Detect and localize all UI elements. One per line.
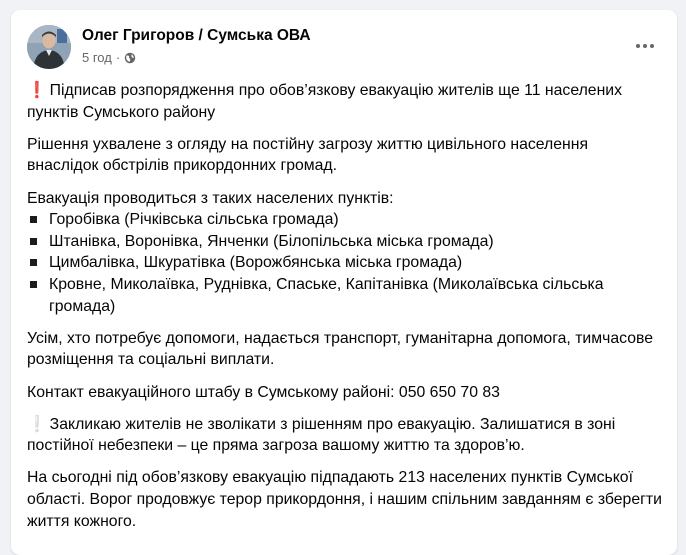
list-item: Горобівка (Річківська сільська громада) (27, 209, 663, 231)
list-intro: Евакуація проводиться з таких населених пунктів: (27, 189, 394, 207)
author-name[interactable]: Олег Григоров / Сумська ОВА (82, 27, 311, 44)
exclamation-mark-icon: ❗ (27, 82, 47, 99)
post-time[interactable]: 5 год (82, 50, 112, 65)
evacuation-list-block (27, 188, 663, 318)
list-item: Цимбалівка, Шкуратівка (Ворожбянська міська громада) (27, 252, 663, 274)
post-meta (82, 50, 136, 65)
post-text (27, 80, 663, 543)
square-bullet-icon (30, 216, 37, 223)
globe-icon[interactable] (124, 52, 136, 64)
square-bullet-icon (30, 238, 37, 245)
post-card (11, 10, 677, 555)
white-exclamation-icon: ❕ (27, 415, 47, 433)
list-item: Штанівка, Воронівка, Янченки (Білопільська міська громада) (27, 231, 663, 253)
square-bullet-icon (30, 259, 37, 266)
author-avatar[interactable] (27, 25, 71, 69)
more-options-icon[interactable] (627, 34, 663, 58)
paragraph-assistance: Усім, хто потребує допомоги, надається транспорт, гуманітарна допомога, тимчасове розміщення та соціальні виплати. (27, 329, 653, 369)
paragraph-contact: Контакт евакуаційного штабу в Сумському районі: 050 650 70 83 (27, 383, 500, 401)
paragraph-reason: Рішення ухвалене з огляду на постійну загрозу життю цивільного населення внаслідок обстрілів прикордонних громад. (27, 135, 589, 175)
paragraph-decree: ❗ Підписав розпорядження про обов’язкову евакуацію жителів ще 11 населених пунктів Сумського району (27, 82, 623, 121)
avatar-photo-icon (27, 25, 71, 69)
meta-separator: · (115, 50, 121, 65)
post-header (27, 24, 663, 70)
paragraph-summary: На сьогодні під обов’язкову евакуацію підпадають 213 населених пунктів Сумської області. Ворог продовжує терор прикордоння, і нашим спільним завданням є зберегти життя кожного. (27, 469, 662, 530)
list-item: Кровне, Миколаївка, Руднівка, Спаське, Капітанівка (Миколаївська сільська громада) (27, 274, 663, 317)
paragraph-appeal: ❕ Закликаю жителів не зволікати з рішенням про евакуацію. Залишатися в зоні постійної небезпеки – це пряма загроза вашому життю та здоров’ю. (27, 415, 616, 455)
square-bullet-icon (30, 281, 37, 288)
